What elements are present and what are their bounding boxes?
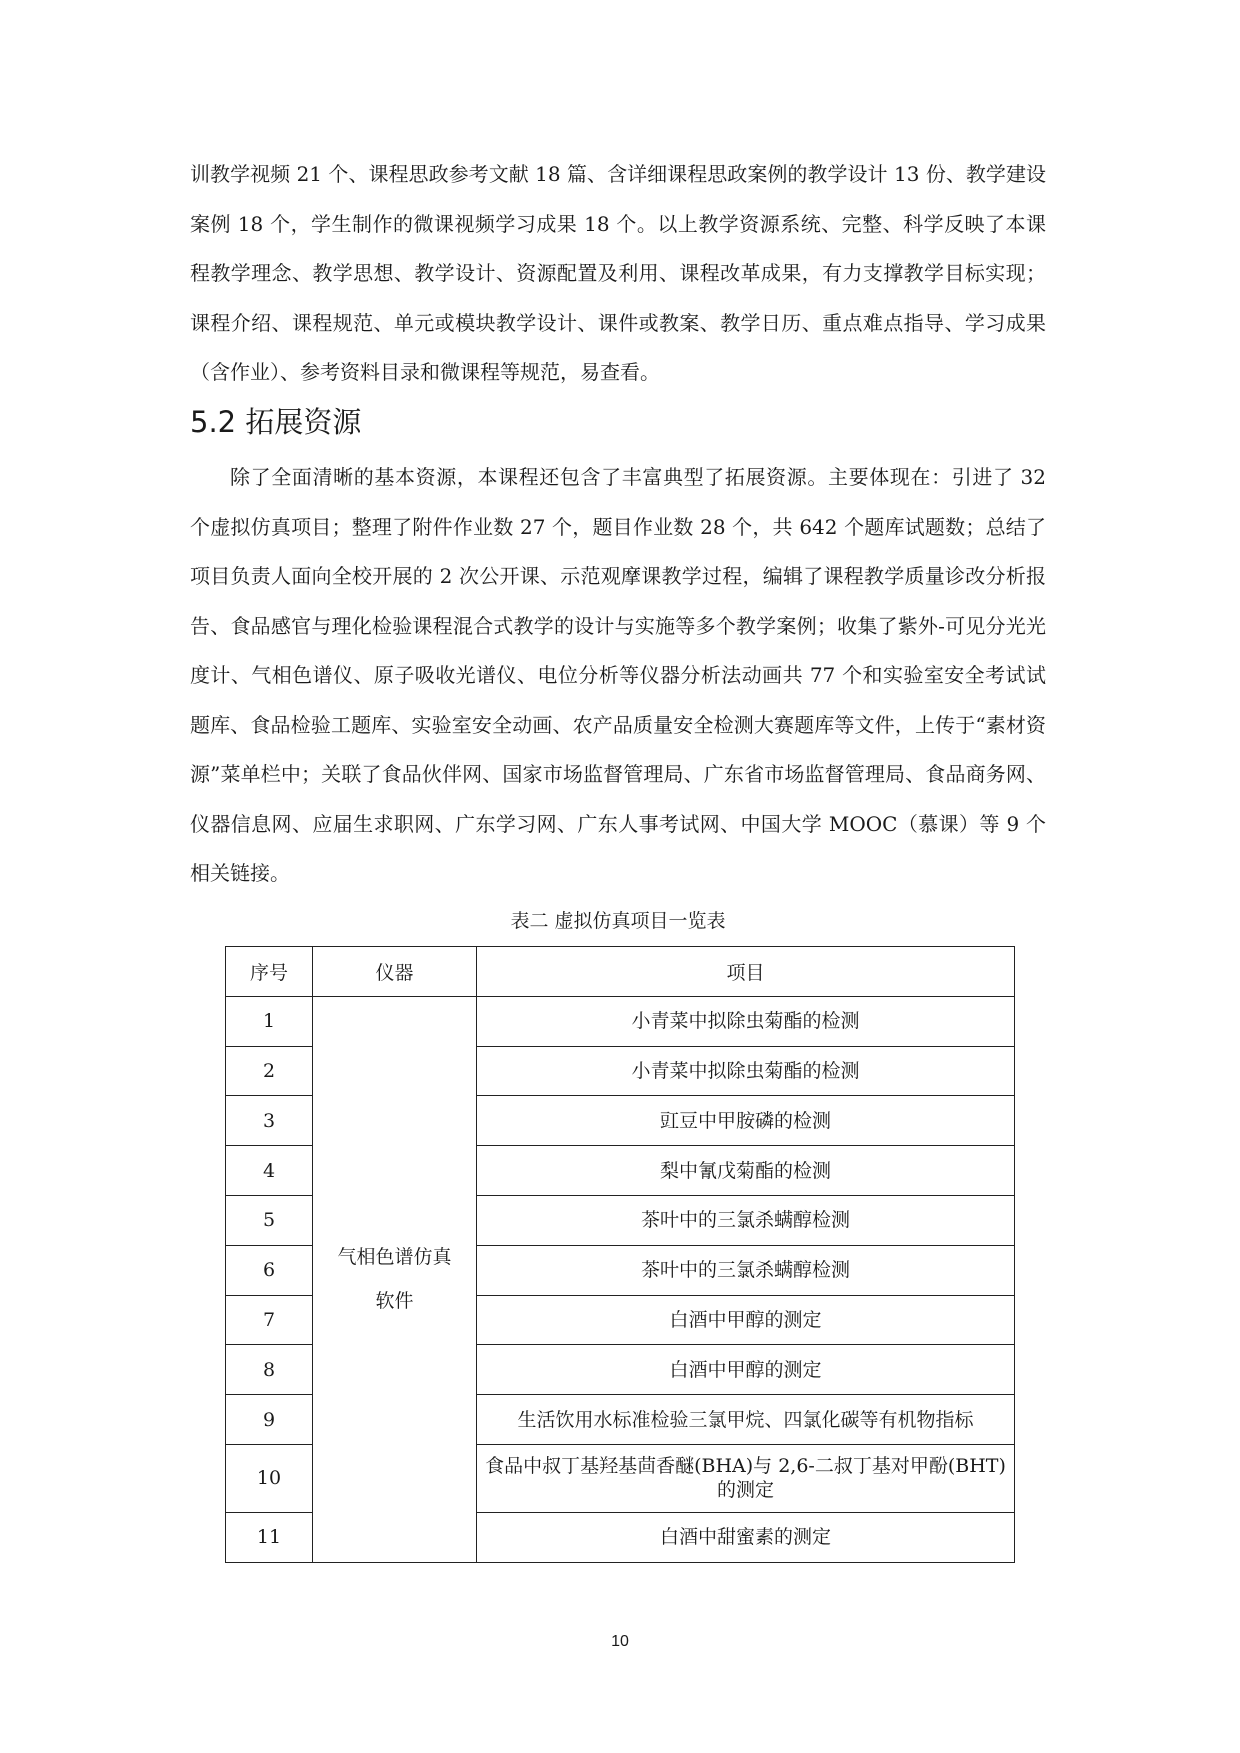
header-number: 序号 bbox=[226, 947, 313, 997]
header-instrument: 仪器 bbox=[313, 947, 477, 997]
project-cell: 茶叶中的三氯杀螨醇检测 bbox=[477, 1195, 1015, 1245]
instrument-name-line1: 气相色谱仿真 bbox=[337, 1246, 452, 1269]
instrument-name-line2: 软件 bbox=[375, 1290, 414, 1313]
row-number: 7 bbox=[226, 1295, 313, 1345]
row-number: 8 bbox=[226, 1345, 313, 1395]
project-cell: 生活饮用水标准检验三氯甲烷、四氯化碳等有机物指标 bbox=[477, 1395, 1015, 1445]
paragraph-text: 训教学视频 21 个、课程思政参考文献 18 篇、含详细课程思政案例的教学设计 13 份、教学建设案例 18 个，学生制作的微课视频学习成果 18 个。以上教学资源系统、完整、科学反映了本课程教学理念、教学思想、教学设计、资源配置及利用、课程改革成果，有力支撑教学目标实现；课程介绍、课程规范、单元或模块教学设计、课件或教案、教学日历、重点难点指导、学习成果（含作业）、参考资料目录和微课程等规范，易查看。 bbox=[190, 162, 1046, 384]
page-number: 10 bbox=[611, 1633, 629, 1650]
paragraph-extended-resources bbox=[190, 453, 1046, 899]
row-number: 2 bbox=[226, 1046, 313, 1096]
row-number: 1 bbox=[226, 996, 313, 1046]
row-number: 10 bbox=[226, 1444, 313, 1512]
paragraph-text: 除了全面清晰的基本资源，本课程还包含了丰富典型了拓展资源。主要体现在：引进了 32 个虚拟仿真项目；整理了附件作业数 27 个，题目作业数 28 个，共 642 个题库试题数；总结了项目负责人面向全校开展的 2 次公开课、示范观摩课教学过程，编辑了课程教学质量诊改分析报告、食品感官与理化检验课程混合式教学的设计与实施等多个教学案例；收集了紫外-可见分光光度计、气相色谱仪、原子吸收光谱仪、电位分析等仪器分析法动画共 77 个和实验室安全考试试题库、食品检验工题库、实验室安全动画、农产品质量安全检测大赛题库等文件，上传于“素材资源”菜单栏中；关联了食品伙伴网、国家市场监督管理局、广东省市场监督管理局、食品商务网、仪器信息网、应届生求职网、广东学习网、广东人事考试网、中国大学 MOOC（慕课）等 9 个相关链接。 bbox=[190, 465, 1046, 885]
paragraph-continuation bbox=[190, 150, 1046, 398]
table-header-row bbox=[226, 947, 1015, 997]
table-caption: 表二 虚拟仿真项目一览表 bbox=[510, 910, 726, 932]
row-number: 4 bbox=[226, 1146, 313, 1196]
header-project: 项目 bbox=[477, 947, 1015, 997]
project-cell: 食品中叔丁基羟基茴香醚(BHA)与 2,6-二叔丁基对甲酚(BHT)的测定 bbox=[477, 1444, 1015, 1512]
project-cell: 小青菜中拟除虫菊酯的检测 bbox=[477, 1046, 1015, 1096]
project-cell: 梨中氰戊菊酯的检测 bbox=[477, 1146, 1015, 1196]
row-number: 11 bbox=[226, 1512, 313, 1562]
row-number: 3 bbox=[226, 1096, 313, 1146]
simulation-projects-table bbox=[225, 946, 1015, 1563]
project-cell: 小青菜中拟除虫菊酯的检测 bbox=[477, 996, 1015, 1046]
section-heading: 5.2 拓展资源 bbox=[190, 405, 362, 439]
row-number: 5 bbox=[226, 1195, 313, 1245]
project-cell: 茶叶中的三氯杀螨醇检测 bbox=[477, 1245, 1015, 1295]
project-cell: 白酒中甲醇的测定 bbox=[477, 1295, 1015, 1345]
row-number: 6 bbox=[226, 1245, 313, 1295]
project-cell: 白酒中甲醇的测定 bbox=[477, 1345, 1015, 1395]
instrument-cell bbox=[313, 996, 477, 1562]
row-number: 9 bbox=[226, 1395, 313, 1445]
table-row bbox=[226, 996, 1015, 1046]
project-cell: 白酒中甜蜜素的测定 bbox=[477, 1512, 1015, 1562]
project-cell: 豇豆中甲胺磷的检测 bbox=[477, 1096, 1015, 1146]
